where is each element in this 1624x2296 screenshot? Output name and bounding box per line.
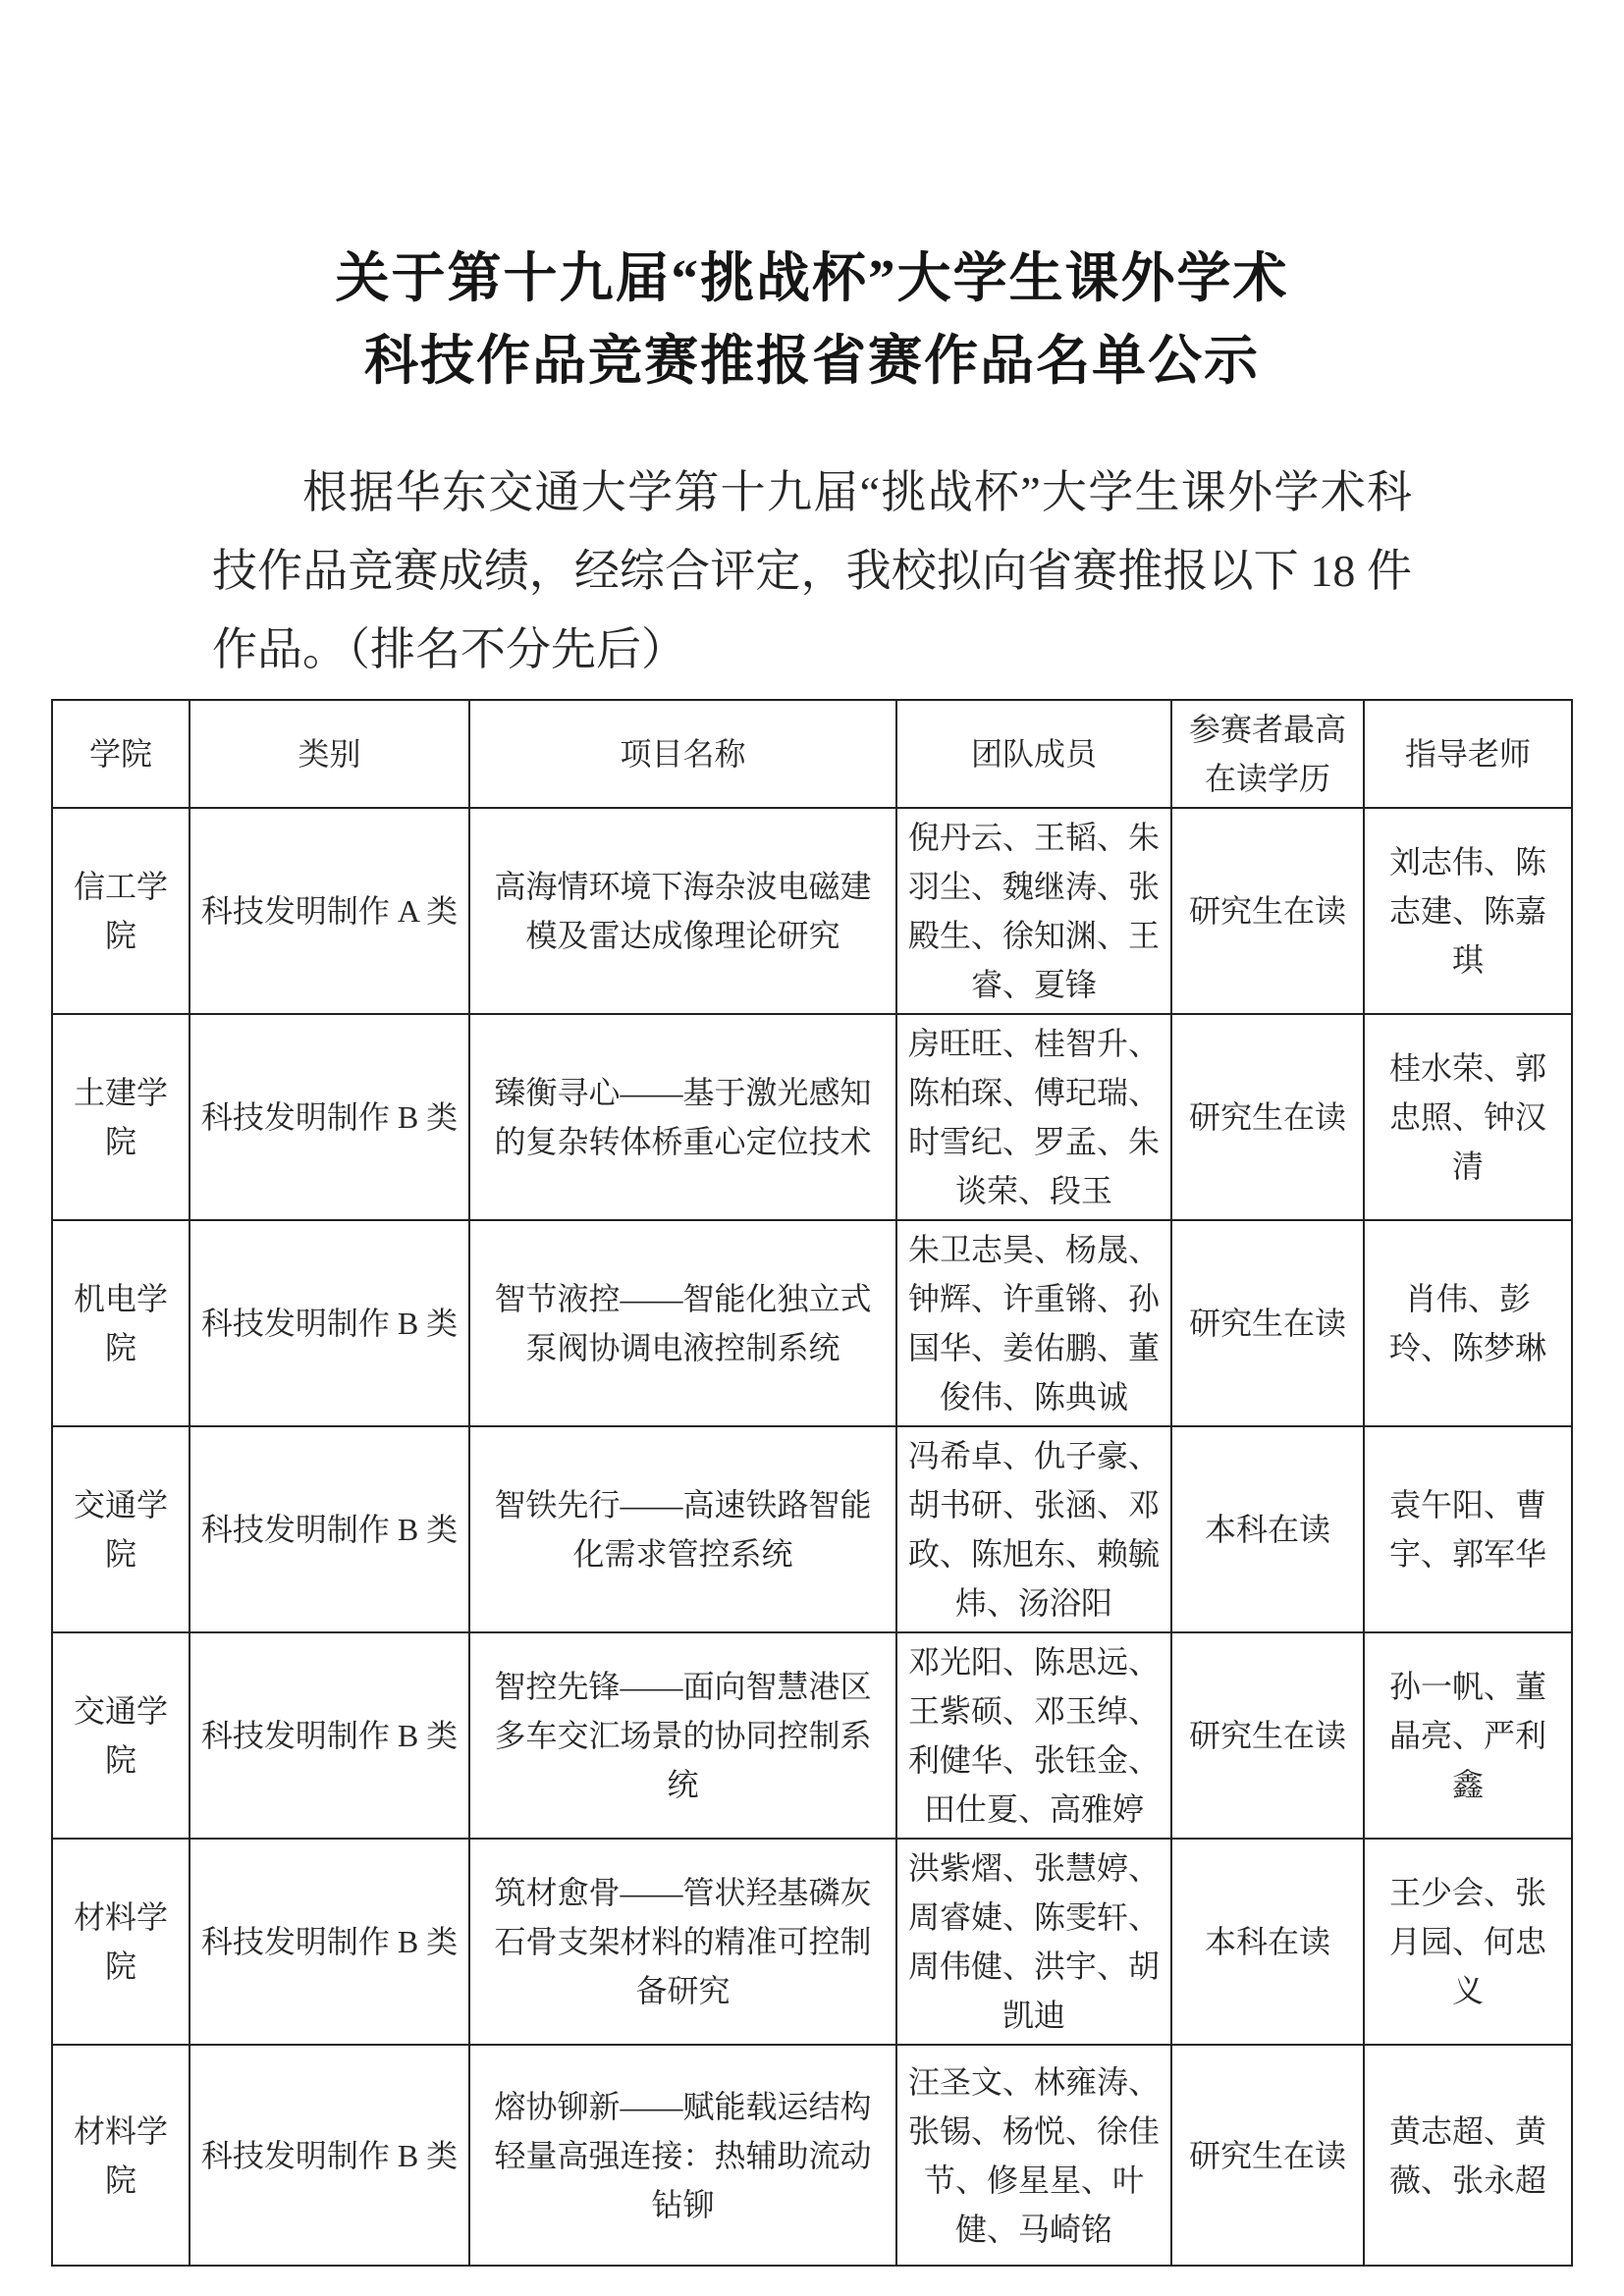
cell-advisors: 王少会、张月园、何忠义 xyxy=(1364,1839,1572,2045)
cell-advisors: 肖伟、彭玲、陈梦琳 xyxy=(1364,1220,1572,1426)
cell-members: 房旺旺、桂智升、陈柏琛、傅玘瑞、时雪纪、罗孟、朱谈荣、段玉 xyxy=(896,1014,1171,1220)
table-row xyxy=(52,1839,1572,2045)
cell-category: 科技发明制作 B 类 xyxy=(189,1014,469,1220)
header-cell-degree: 参赛者最高在读学历 xyxy=(1171,700,1364,808)
intro-paragraph: 根据华东交通大学第十九届“挑战杯”大学生课外学术科技作品竞赛成绩，经综合评定，我校拟向省赛推报以下 18 件作品。（排名不分先后） xyxy=(212,467,1412,674)
cell-project: 熔协铆新——赋能载运结构轻量高强连接：热辅助流动钻铆 xyxy=(469,2045,896,2266)
cell-degree: 研究生在读 xyxy=(1171,1014,1364,1220)
header-cell-college: 学院 xyxy=(52,700,189,808)
cell-members: 洪紫熠、张慧婷、周睿婕、陈雯轩、周伟健、洪宇、胡凯迪 xyxy=(896,1839,1171,2045)
cell-project: 筑材愈骨——管状羟基磷灰石骨支架材料的精准可控制备研究 xyxy=(469,1839,896,2045)
table-row xyxy=(52,1220,1572,1426)
cell-advisors: 黄志超、黄薇、张永超 xyxy=(1364,2045,1572,2266)
cell-members: 朱卫志昊、杨晟、钟辉、许重锵、孙国华、姜佑鹏、董俊伟、陈典诚 xyxy=(896,1220,1171,1426)
table-row xyxy=(52,1426,1572,1632)
cell-degree: 研究生在读 xyxy=(1171,808,1364,1014)
cell-category: 科技发明制作 B 类 xyxy=(189,2045,469,2266)
cell-project: 高海情环境下海杂波电磁建模及雷达成像理论研究 xyxy=(469,808,896,1014)
cell-college: 材料学院 xyxy=(52,2045,189,2266)
cell-college: 交通学院 xyxy=(52,1632,189,1839)
cell-category: 科技发明制作 A 类 xyxy=(189,808,469,1014)
table-row xyxy=(52,1014,1572,1220)
header-cell-advisors: 指导老师 xyxy=(1364,700,1572,808)
cell-project: 智铁先行——高速铁路智能化需求管控系统 xyxy=(469,1426,896,1632)
cell-degree: 本科在读 xyxy=(1171,1839,1364,2045)
cell-project: 智节液控——智能化独立式泵阀协调电液控制系统 xyxy=(469,1220,896,1426)
cell-members: 倪丹云、王韬、朱羽尘、魏继涛、张殿生、徐知渊、王睿、夏锋 xyxy=(896,808,1171,1014)
cell-advisors: 袁午阳、曹宇、郭军华 xyxy=(1364,1426,1572,1632)
cell-degree: 本科在读 xyxy=(1171,1426,1364,1632)
table-row xyxy=(52,1632,1572,1839)
document-title xyxy=(0,238,1624,402)
cell-category: 科技发明制作 B 类 xyxy=(189,1220,469,1426)
header-cell-project: 项目名称 xyxy=(469,700,896,808)
cell-category: 科技发明制作 B 类 xyxy=(189,1632,469,1839)
cell-advisors: 孙一帆、董晶亮、严利鑫 xyxy=(1364,1632,1572,1839)
table-row xyxy=(52,2045,1572,2266)
cell-project: 智控先锋——面向智慧港区多车交汇场景的协同控制系统 xyxy=(469,1632,896,1839)
cell-degree: 研究生在读 xyxy=(1171,1220,1364,1426)
cell-members: 冯希卓、仇子豪、胡书研、张涵、邓政、陈旭东、赖毓炜、汤浴阳 xyxy=(896,1426,1171,1632)
cell-college: 交通学院 xyxy=(52,1426,189,1632)
cell-college: 机电学院 xyxy=(52,1220,189,1426)
cell-advisors: 刘志伟、陈志建、陈嘉琪 xyxy=(1364,808,1572,1014)
table-row xyxy=(52,808,1572,1014)
cell-category: 科技发明制作 B 类 xyxy=(189,1426,469,1632)
cell-degree: 研究生在读 xyxy=(1171,2045,1364,2266)
table-header-row xyxy=(52,700,1572,808)
works-table xyxy=(51,699,1573,2267)
document-title-line2: 科技作品竞赛推报省赛作品名单公示 xyxy=(363,331,1260,391)
cell-college: 土建学院 xyxy=(52,1014,189,1220)
cell-category: 科技发明制作 B 类 xyxy=(189,1839,469,2045)
header-cell-members: 团队成员 xyxy=(896,700,1171,808)
cell-advisors: 桂水荣、郭忠照、钟汉清 xyxy=(1364,1014,1572,1220)
cell-college: 材料学院 xyxy=(52,1839,189,2045)
cell-members: 汪圣文、林雍涛、张锡、杨悦、徐佳节、修星星、叶健、马崎铭 xyxy=(896,2045,1171,2266)
document-title-line1: 关于第十九届“挑战杯”大学生课外学术 xyxy=(335,248,1289,308)
header-cell-category: 类别 xyxy=(189,700,469,808)
cell-degree: 研究生在读 xyxy=(1171,1632,1364,1839)
cell-project: 臻衡寻心——基于激光感知的复杂转体桥重心定位技术 xyxy=(469,1014,896,1220)
cell-college: 信工学院 xyxy=(52,808,189,1014)
cell-members: 邓光阳、陈思远、王紫硕、邓玉绰、利健华、张钰金、田仕夏、高雅婷 xyxy=(896,1632,1171,1839)
